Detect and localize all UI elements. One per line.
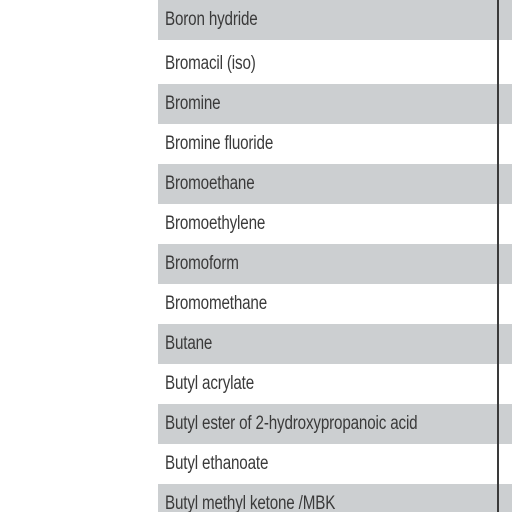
chemical-name-cell: Butyl methyl ketone /MBK — [165, 493, 336, 512]
table-row — [158, 84, 512, 124]
table-row — [158, 484, 512, 512]
chemical-name-cell: Butyl ester of 2-hydroxypropanoic acid — [165, 413, 418, 434]
chemical-name-cell: Bromomethane — [165, 293, 268, 314]
chemical-name-cell: Bromoethane — [165, 173, 255, 194]
table-row — [158, 404, 512, 444]
chemical-name-cell: Bromoform — [165, 253, 239, 274]
chemical-name-cell: Butyl acrylate — [165, 373, 254, 394]
chemical-name-cell: Bromoethylene — [165, 213, 266, 234]
table-row — [158, 204, 512, 244]
table-row — [158, 284, 512, 324]
table-row — [158, 364, 512, 404]
chemical-name-cell: Butyl ethanoate — [165, 453, 269, 474]
chemical-name-cell: Butane — [165, 333, 213, 354]
chemical-name-cell: Bromine fluoride — [165, 133, 274, 154]
table-row — [158, 164, 512, 204]
table-row — [158, 324, 512, 364]
table-row — [158, 44, 512, 84]
table-row — [158, 0, 512, 40]
chemical-name-cell: Bromine — [165, 93, 221, 114]
column-divider — [497, 0, 499, 512]
table-row — [158, 124, 512, 164]
table-row — [158, 244, 512, 284]
chemical-name-cell: Boron hydride — [165, 9, 258, 30]
chemical-name-cell: Bromacil (iso) — [165, 53, 256, 74]
table-row — [158, 444, 512, 484]
chemical-name-table — [158, 0, 512, 512]
